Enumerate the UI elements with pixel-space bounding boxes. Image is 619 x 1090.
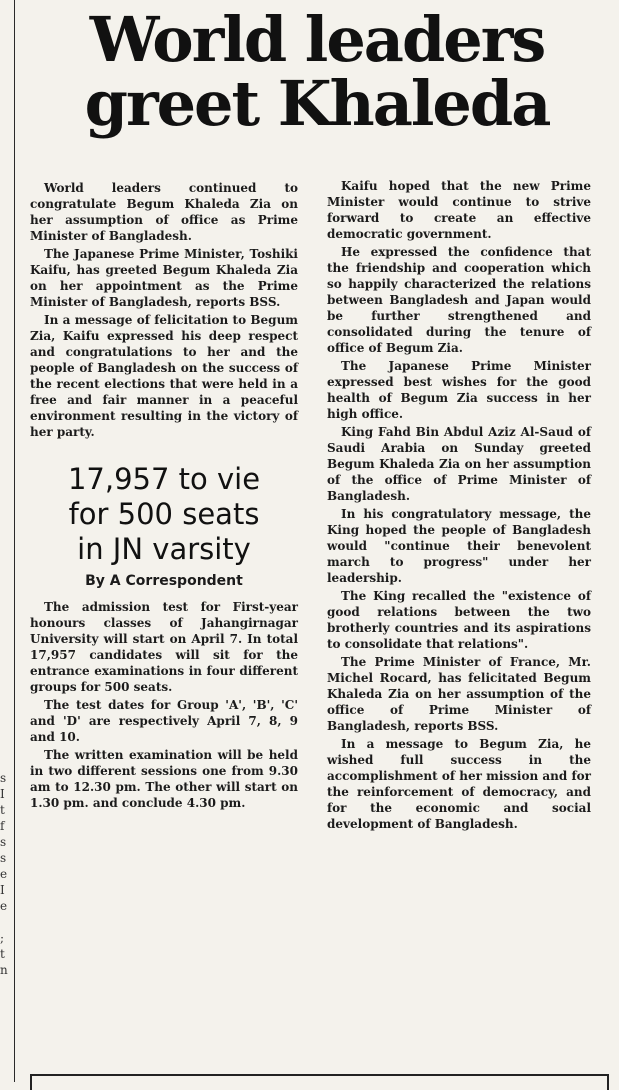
byline: By A Correspondent <box>85 573 243 589</box>
fragment: I <box>0 787 5 801</box>
fragment: ; <box>0 931 5 945</box>
fragment: n <box>0 963 8 977</box>
secondary-headline-line-3: in JN varsity <box>77 532 251 566</box>
article-paragraph: The admission test for First-year honours classes of Jahangirnagar University will start on April 7. In total 17,957 candidates will sit for the entrance examinations in four different groups for 500 seats. <box>30 600 298 694</box>
article-paragraph: World leaders continued to congratulate Begum Khaleda Zia on her assumption of office as Prime Minister of Bangladesh. <box>30 181 298 243</box>
column-rule <box>14 0 15 1082</box>
fragment: s <box>0 771 7 785</box>
next-article-border <box>30 1074 609 1090</box>
secondary-headline-line-1: 17,957 to vie <box>67 462 261 496</box>
article-paragraph: The test dates for Group 'A', 'B', 'C' and 'D' are respectively April 7, 8, 9 and 10. <box>30 698 298 744</box>
fragment: t <box>0 947 5 961</box>
secondary-headline-line-2: for 500 seats <box>68 497 260 531</box>
fragment: s <box>0 851 7 865</box>
fragment: e <box>0 899 8 913</box>
article-paragraph: The Japanese Prime Minister, Toshiki Kaifu, has greeted Begum Khaleda Zia on her appointment as the Prime Minister of Bangladesh, reports BSS. <box>30 247 298 309</box>
fragment: t <box>0 803 5 817</box>
article-paragraph: In a message to Begum Zia, he wished full success in the accomplishment of her mission and for the reinforcement of democracy, and for the economic and social development of Bangladesh. <box>327 737 591 831</box>
fragment: f <box>0 819 5 833</box>
article-paragraph: The Japanese Prime Minister expressed best wishes for the good health of Begum Zia success in her high office. <box>327 359 591 421</box>
headline-line-2: greet Khaleda <box>84 67 550 140</box>
article-paragraph: The King recalled the "existence of good relations between the two brotherly countries and its aspirations to consolidate that relations". <box>327 589 591 651</box>
article-paragraph: The written examination will be held in two different sessions one from 9.30 am to 12.30 pm. The other will start on 1.30 pm. and conclude 4.30 pm. <box>30 748 298 810</box>
fragment: I <box>0 883 5 897</box>
article-paragraph: King Fahd Bin Abdul Aziz Al-Saud of Saudi Arabia on Sunday greeted Begum Khaleda Zia on her assumption of the office of Prime Minister of Bangladesh. <box>327 425 591 503</box>
secondary-headline <box>30 462 298 567</box>
main-headline <box>22 3 612 140</box>
adjacent-column-fragments <box>0 770 12 978</box>
fragment: e <box>0 867 8 881</box>
fragment <box>0 914 12 930</box>
left-column <box>30 180 298 813</box>
right-column <box>327 178 591 834</box>
article-paragraph: Kaifu hoped that the new Prime Minister would continue to strive forward to create an effective democratic government. <box>327 179 591 241</box>
fragment: s <box>0 835 7 849</box>
article-paragraph: The Prime Minister of France, Mr. Michel Rocard, has felicitated Begum Khaleda Zia on her assumption of the office of Prime Minister of Bangladesh, reports BSS. <box>327 655 591 733</box>
article-paragraph: In his congratulatory message, the King hoped the people of Bangladesh would "continue their benevolent march to progress" under her leadership. <box>327 507 591 585</box>
headline-line-1: World leaders <box>89 3 545 76</box>
article-paragraph: In a message of felicitation to Begum Zia, Kaifu expressed his deep respect and congratulations to her and the people of Bangladesh on the success of the recent elections that were held in a free and fair manner in a peaceful environment resulting in the victory of her party. <box>30 313 298 439</box>
article-paragraph: He expressed the confidence that the friendship and cooperation which so happily characterized the relations between Bangladesh and Japan would be further strengthened and consolidated during the tenure of office of Begum Zia. <box>327 245 591 355</box>
